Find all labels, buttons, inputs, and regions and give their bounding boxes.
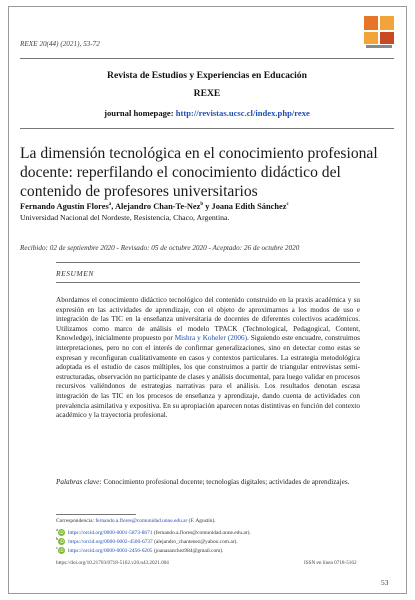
orcid-email: (joanasanchez984@gmail.com). xyxy=(153,547,224,554)
page-number: 53 xyxy=(381,578,389,587)
orcid-mark: b xyxy=(56,536,59,541)
orcid-email: (fernando.a.flores@comunidad.unne.edu.ar). xyxy=(153,529,251,536)
footnote-rule xyxy=(56,514,136,515)
author-separator: y xyxy=(203,202,212,211)
top-rule xyxy=(20,58,394,59)
author-name: Joana Edith Sánchez xyxy=(211,202,287,211)
footnote-orcid xyxy=(56,527,251,536)
orcid-mark: c xyxy=(56,545,58,550)
footnote-orcid xyxy=(56,545,224,554)
footnote-correspondence xyxy=(56,518,216,524)
abstract-part-1: Abordamos el conocimiento didáctico tecnológico del contenido construido en la praxis académica y su expresión en las actividades de aprendizaje, con el objeto de aproximarnos a los modos de uso e integración de las TIC en la enseñanza universitaria de docentes de diferentes colectivos académicos. Utilizamos como marco de análisis el modelo TPACK (Technological, Pedagogical, Content, Knowledge), inicialmente propuesto por xyxy=(56,296,360,343)
journal-name: Revista de Estudios y Experiencias en Educación xyxy=(107,70,307,81)
journal-acronym: REXE xyxy=(193,88,221,99)
homepage-link[interactable]: http://revistas.ucsc.cl/index.php/rexe xyxy=(175,108,310,118)
author-list xyxy=(20,202,394,211)
orcid-link[interactable]: https://orcid.org/0000-0001-5873-8671 xyxy=(68,529,153,536)
correspondence-email-link[interactable]: fernando.a.flores@comunidad.unne.edu.ar xyxy=(95,518,188,524)
rexe-logo-icon xyxy=(362,14,396,50)
orcid-icon: iD xyxy=(59,539,64,545)
keywords-label: Palabras clave: xyxy=(56,478,102,486)
abstract-part-2: . Siguiendo este encuadre, construimos interpretaciones, pero no con el interés de confirmar generalizaciones, sino en detectar como estas se expresan y reconfiguran cualitativamente en casos y contextos particulares. La estrategia metodológica adoptada es el estudio de casos múltiples, los que construimos a partir de triangular entrevistas semi-estructuradas, observación no participante de clases y análisis documental, para luego validar en procesos recursivos valiéndonos de estrategias narrativas para el análisis. Los resultados denotan escasa integración de las TIC en los procesos de enseñanza y aprendizaje, dando cuenta de actividades con prevalencia asimilativa y expositiva. En su apropiación aparecen notas distintivas en función del contexto académico y la trayectoria profesional. xyxy=(56,334,360,420)
resumen-bottom-rule xyxy=(56,282,360,283)
orcid-icon: iD xyxy=(59,530,64,536)
header-bottom-rule xyxy=(20,128,394,129)
homepage-label: journal homepage: xyxy=(104,108,174,118)
journal-homepage xyxy=(20,108,394,118)
author-name: Alejandro Chan-Te-Nez xyxy=(114,202,201,211)
abstract-reference-link[interactable]: Mishra y Koheler (2006) xyxy=(174,334,248,343)
orcid-mark: a xyxy=(56,527,58,532)
footnote-orcid xyxy=(56,536,238,545)
orcid-icon: iD xyxy=(59,548,64,554)
orcid-link[interactable]: https://orcid.org/0000-0002-4500-6737 xyxy=(68,538,153,545)
keywords xyxy=(56,478,360,488)
resumen-heading: RESUMEN xyxy=(56,269,94,278)
author-mark: c xyxy=(286,202,289,208)
keywords-text: Conocimiento profesional docente; tecnologías digitales; actividades de aprendizajes. xyxy=(101,478,350,486)
author-name: Fernando Agustín Flores xyxy=(20,202,109,211)
orcid-email: (alejandro_chantenez@yahoo.com.ar). xyxy=(154,538,238,545)
correspondence-suffix: (F. Agustín). xyxy=(187,518,216,524)
author-mark: b xyxy=(200,202,204,208)
journal-citation: REXE 20(44) (2021), 53-72 xyxy=(20,40,100,48)
article-title: La dimensión tecnológica en el conocimiento profesional docente: reperfilando el conocimiento didáctico del contenido de profesores universitarios xyxy=(20,145,378,200)
resumen-top-rule xyxy=(56,262,360,263)
orcid-link[interactable]: https://orcid.org/0000-0003-2456-6205 xyxy=(68,547,153,554)
abstract-text xyxy=(56,296,360,421)
issn-text: ISSN en línea 0718-5162 xyxy=(304,560,357,566)
correspondence-label: Correspondencia: xyxy=(56,518,96,524)
author-mark: a xyxy=(108,202,112,208)
article-dates: Recibido: 02 de septiembre 2020 - Revisado: 05 de octubre 2020 - Aceptado: 26 de octubre 2020 xyxy=(20,244,300,252)
author-separator: , xyxy=(111,202,115,211)
doi-link[interactable]: https://doi.org/10.21703/0718-5162.v20.n43.2021.004 xyxy=(56,560,169,566)
author-affiliation: Universidad Nacional del Nordeste, Resistencia, Chaco, Argentina. xyxy=(20,213,230,222)
